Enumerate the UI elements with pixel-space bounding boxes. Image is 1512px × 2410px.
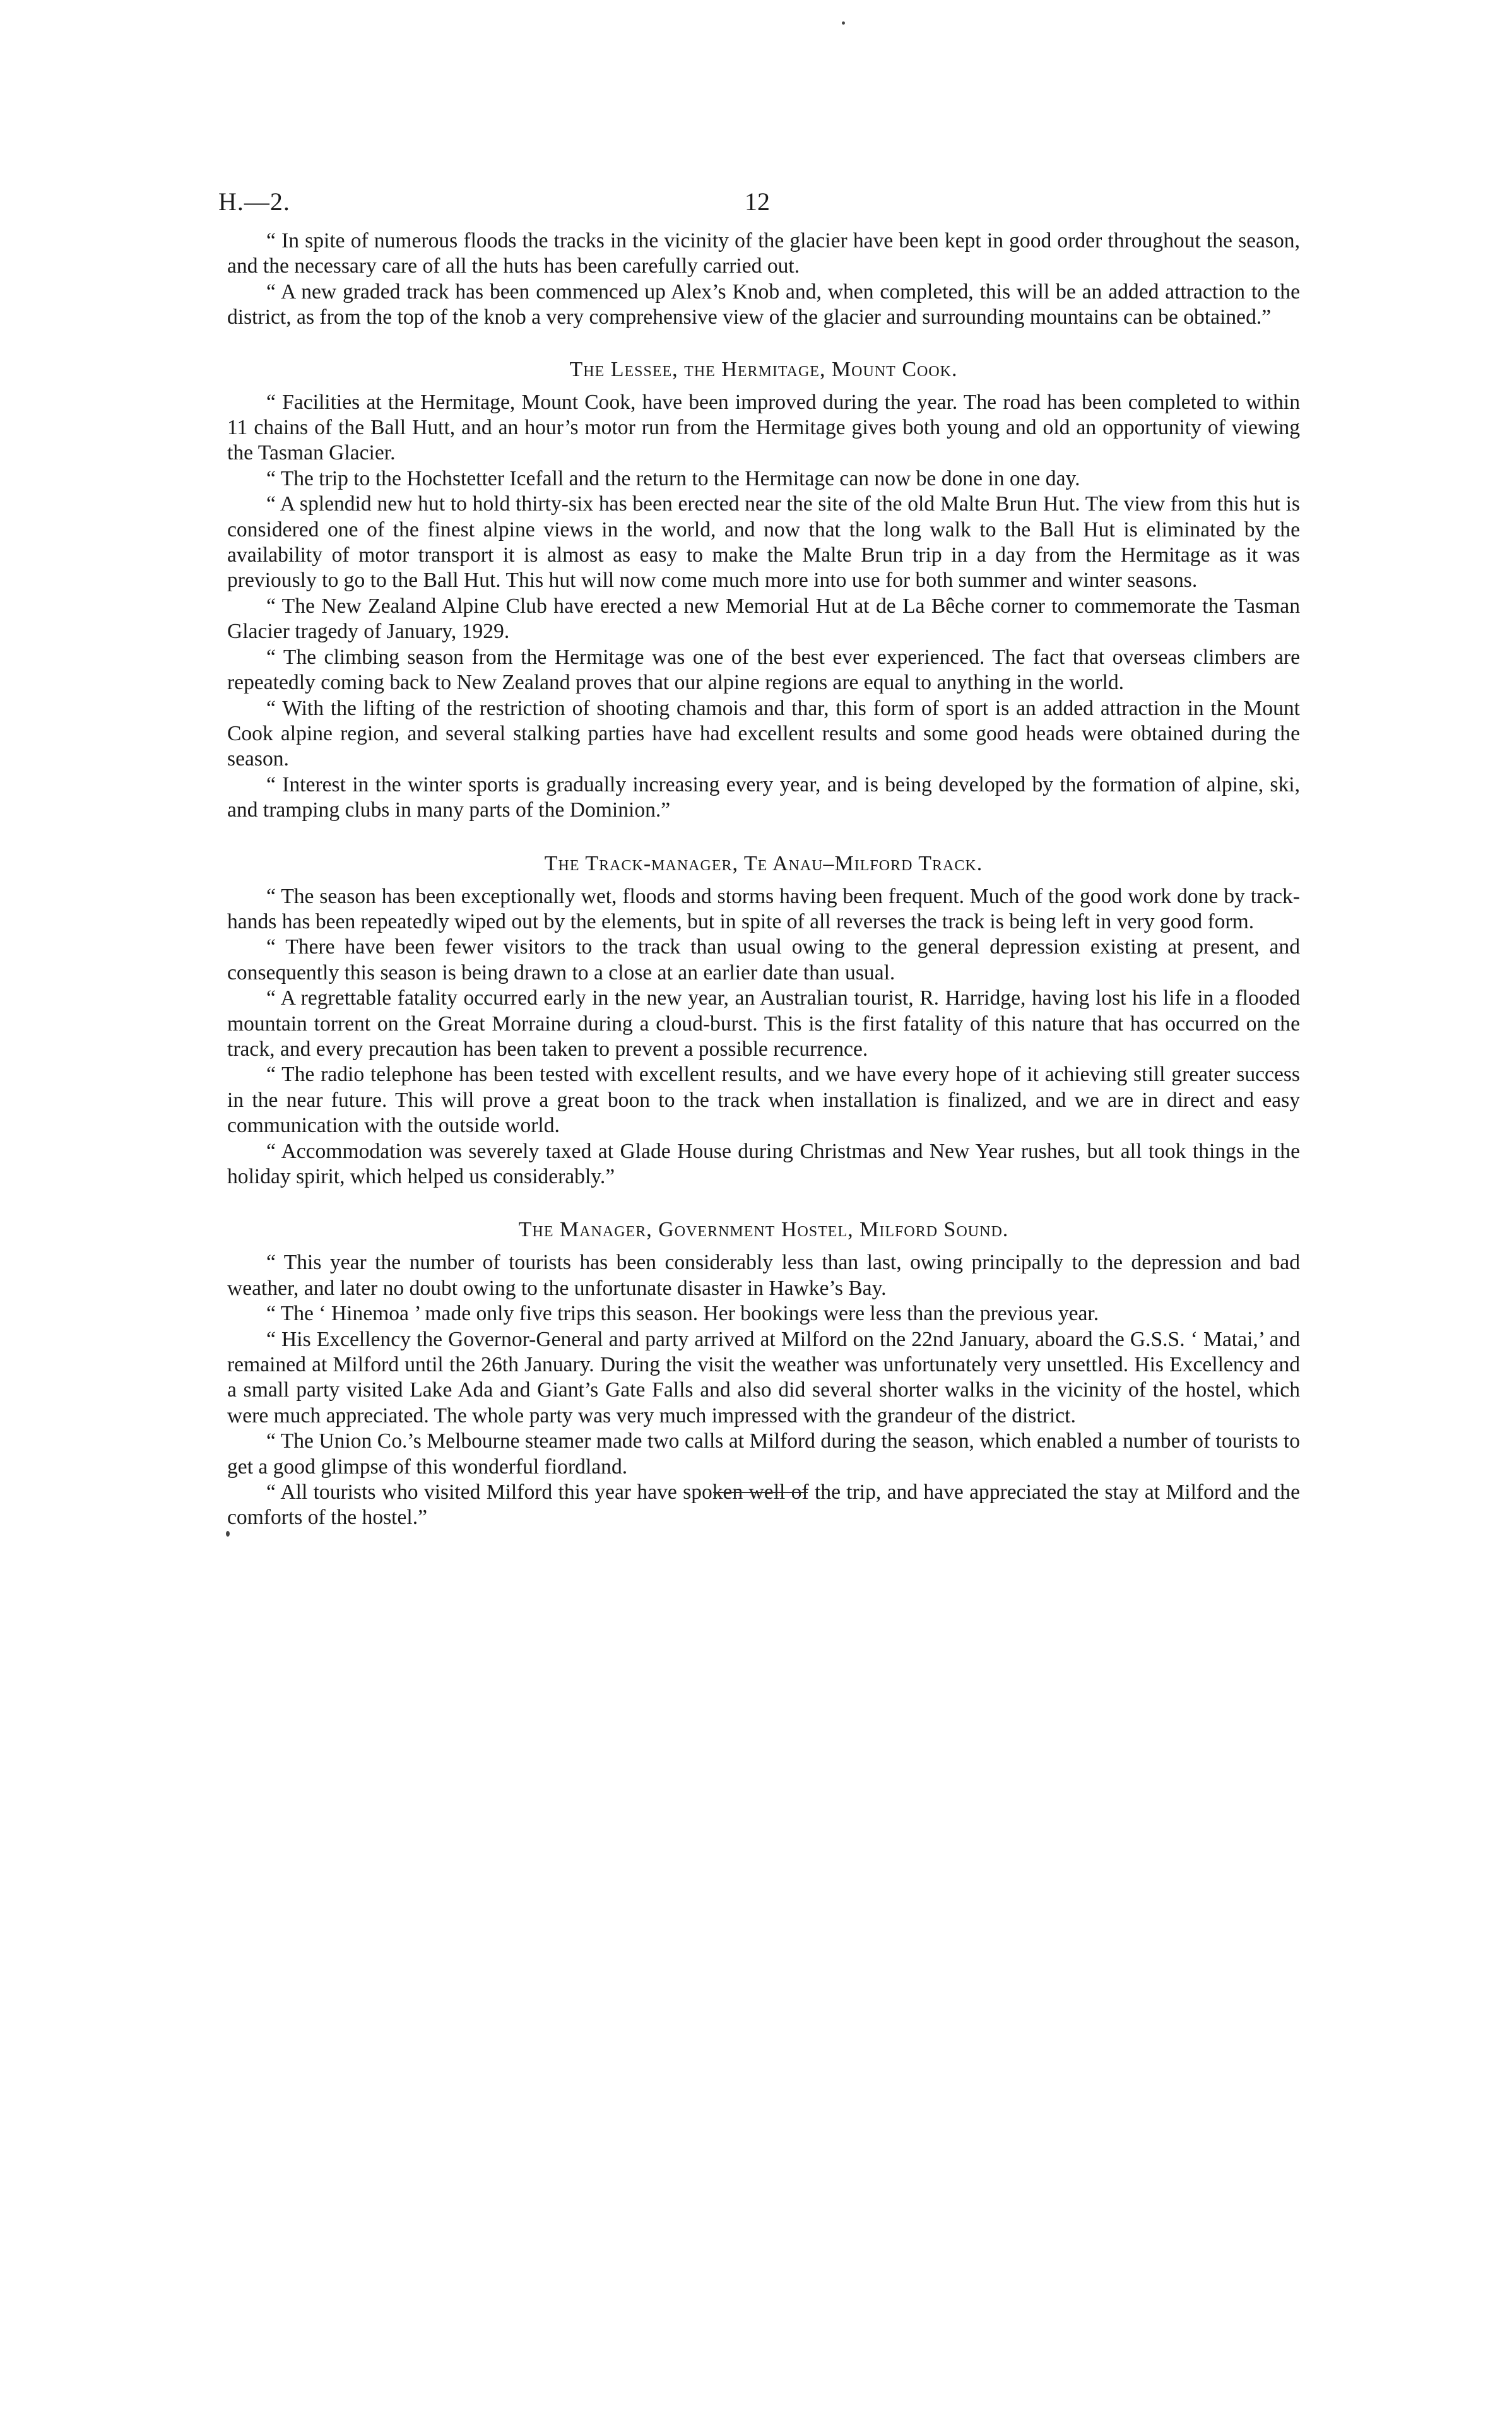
- paragraph: “ A new graded track has been commenced up Alex’s Knob and, when completed, this will be an added attraction to the district, as from the top of the knob a very comprehensive view of the glacier and surrounding mountains can be obtained.”: [227, 280, 1300, 329]
- paragraph: “ Accommodation was severely taxed at Glade House during Christmas and New Year rushes, but all took things in the holiday spirit, which helped us considerably.”: [227, 1139, 1300, 1188]
- section-heading-milford-track: The Track-manager, Te Anau–Milford Track.: [544, 851, 983, 875]
- page-speck: [842, 21, 845, 25]
- paragraph: “ All tourists who visited Milford this year have spoken well of the trip, and have appreciated the stay at Milford and the comforts of the hostel.”: [227, 1480, 1300, 1530]
- paragraph: “ The trip to the Hochstetter Icefall and the return to the Hermitage can now be done in one day.: [266, 466, 1080, 490]
- paragraph: “ In spite of numerous floods the tracks in the vicinity of the glacier have been kept in good order throughout the season, and the necessary care of all the huts has been carefully carried out.: [227, 229, 1300, 278]
- paragraph: “ Facilities at the Hermitage, Mount Cook, have been improved during the year. The road has been completed to within 11 chains of the Ball Hutt, and an hour’s motor run from the Hermitage gives both young and old an opportunity of viewing the Tasman Glacier.: [227, 390, 1300, 465]
- page-number: 12: [745, 187, 770, 216]
- page-header: [218, 187, 1291, 225]
- paragraph: “ Interest in the winter sports is gradually increasing every year, and is being developed by the formation of alpine, ski, and tramping clubs in many parts of the Dominion.”: [227, 772, 1300, 822]
- paragraph: “ A splendid new hut to hold thirty-six has been erected near the site of the old Malte Brun Hut. The view from this hut is considered one of the finest alpine views in the world, and now that the long walk to the Ball Hut is eliminated by the availability of motor transport it is almost as easy to make the Malte Brun trip in a day from the Hermitage as it was previously to go to the Ball Hut. This hut will now come much more into use for both summer and winter seasons.: [227, 492, 1300, 593]
- document-reference: H.—2.: [218, 187, 290, 216]
- paragraph: “ His Excellency the Governor-General and party arrived at Milford on the 22nd January, aboard the G.S.S. ‘ Matai,’ and remained at Milford until the 26th January. During the visit the weather was unfortunately very unsettled. His Excellency and a small party visited Lake Ada and Giant’s Gate Falls and also did several shorter walks in the vicinity of the hostel, which were much appreciated. The whole party was very much impressed with the grandeur of the district.: [227, 1327, 1300, 1427]
- paragraph: “ This year the number of tourists has been considerably less than last, owing principally to the depression and bad weather, and later no doubt owing to the unfortunate disaster in Hawke’s Bay.: [227, 1251, 1300, 1300]
- paragraph: “ The climbing season from the Hermitage was one of the best ever experienced. The fact that overseas climbers are repeatedly coming back to New Zealand proves that our alpine regions are equal to anything in the world.: [227, 645, 1300, 695]
- paragraph: “ With the lifting of the restriction of shooting chamois and thar, this form of sport is an added attraction in the Mount Cook alpine region, and several stalking parties have had excellent results and some good heads were obtained during the season.: [227, 696, 1300, 771]
- page-speck: [226, 1531, 230, 1537]
- section-heading-hermitage: The Lessee, the Hermitage, Mount Cook.: [569, 357, 958, 381]
- paragraph: “ The radio telephone has been tested with excellent results, and we have every hope of it achieving still greater success in the near future. This will prove a great boon to the track when installation is finalized, and we are in direct and easy communication with the outside world.: [227, 1063, 1300, 1138]
- paragraph: “ A regrettable fatality occurred early in the new year, an Australian tourist, R. Harridge, having lost his life in a flooded mountain torrent on the Great Morraine during a cloud-burst. This is the first fatality of this nature that has occurred on the track, and every precaution has been taken to prevent a possible recurrence.: [227, 986, 1300, 1061]
- body-text: [227, 228, 1300, 1531]
- paragraph: “ The season has been exceptionally wet, floods and storms having been frequent. Much of the good work done by track-hands has been repeatedly wiped out by the elements, but in spite of all reverses the track is being left in very good form.: [227, 884, 1300, 933]
- paragraph: “ The ‘ Hinemoa ’ made only five trips this season. Her bookings were less than the previous year.: [266, 1302, 1099, 1326]
- paragraph: “ The Union Co.’s Melbourne steamer made two calls at Milford during the season, which enabled a number of tourists to get a good glimpse of this wonderful fiordland.: [227, 1429, 1300, 1479]
- end-rule-divider: [713, 1492, 808, 1493]
- paragraph: “ The New Zealand Alpine Club have erected a new Memorial Hut at de La Bêche corner to commemorate the Tasman Glacier tragedy of January, 1929.: [227, 594, 1300, 644]
- paragraph: “ There have been fewer visitors to the track than usual owing to the general depression existing at present, and consequently this season is being drawn to a close at an earlier date than usual.: [227, 935, 1300, 984]
- section-heading-milford-sound: The Manager, Government Hostel, Milford Sound.: [518, 1218, 1009, 1242]
